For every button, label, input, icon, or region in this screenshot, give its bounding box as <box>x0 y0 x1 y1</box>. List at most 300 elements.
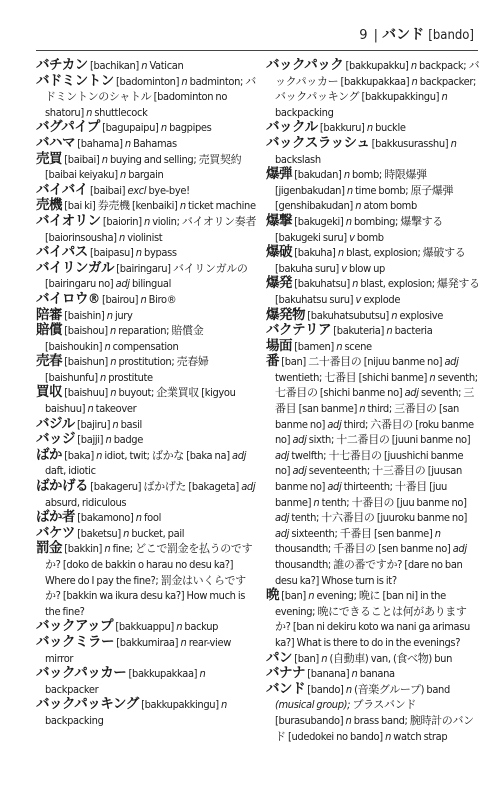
entry-romaji: [juu banme] <box>275 480 447 509</box>
entry-part-of-speech: n <box>359 402 366 416</box>
entry-part-of-speech: n <box>181 74 188 88</box>
entry-headword: 売機 <box>36 197 62 214</box>
entry-headword: 爆弾 <box>266 166 292 183</box>
entry-translation: atom bomb <box>363 199 417 213</box>
entry-headword: バジル <box>36 415 75 432</box>
entry-translation: Where do I pay the fine?; <box>45 573 159 587</box>
entry-translation: evening; <box>316 589 357 603</box>
entry-translation: sixth; <box>308 433 334 447</box>
entry-romaji: [sen banme no] <box>378 542 451 556</box>
entry-romaji: [baibai] <box>64 152 100 166</box>
entry-part-of-speech: n <box>450 136 457 150</box>
entry-romaji: [baiorin] <box>102 214 142 228</box>
entry-headword: バイリンガル <box>36 259 114 276</box>
entry-romaji: [kenbaiki] <box>132 199 178 213</box>
entry-translation: badminton; <box>189 74 243 88</box>
entry-part-of-speech: n <box>123 526 130 540</box>
entry-japanese: 爆破する <box>422 246 466 260</box>
entry-headword: 晩 <box>266 587 279 604</box>
entry-romaji: [juusan banme no] <box>275 464 462 494</box>
entry-romaji: [badominton] <box>116 74 180 88</box>
entry-headword: パン <box>266 649 292 666</box>
entry-romaji: [shichi banme] <box>358 370 428 384</box>
entry-part-of-speech: n <box>308 589 315 603</box>
entry-part-of-speech: n <box>411 74 418 88</box>
entry-headword: 賠償 <box>36 322 62 339</box>
dictionary-entry <box>266 354 480 588</box>
entry-romaji: [genshibakudan] <box>275 199 353 213</box>
entry-translation: band <box>426 682 450 696</box>
entry-part-of-speech: adj <box>444 355 459 369</box>
entry-romaji: [bakuha] <box>294 246 336 260</box>
dictionary-entry <box>266 58 480 120</box>
dictionary-entry <box>36 417 258 433</box>
entry-japanese: 賠償金 <box>171 324 204 338</box>
entry-romaji: [ban ni] <box>382 589 418 603</box>
entry-japanese: 券売機 <box>97 199 130 213</box>
entry-part-of-speech: n <box>351 667 358 681</box>
entry-translation: bun <box>434 651 453 665</box>
entry-romaji: [bakudan] <box>294 168 342 182</box>
entry-translation: Whose turn is it? <box>321 573 397 587</box>
header-romaji: [bando] <box>428 28 474 43</box>
entry-romaji: [baiorinsousha] <box>45 230 117 244</box>
entry-romaji: [ban ni dekiru koto wa nani ga arimasu ka?] <box>275 620 470 649</box>
entry-japanese: (食べ物) <box>392 651 432 665</box>
dictionary-entry <box>36 479 258 510</box>
entry-headword: バチカン <box>36 57 88 73</box>
entry-translation: prostitution; <box>118 355 175 369</box>
dictionary-entry <box>36 432 258 448</box>
entry-headword: 陪審 <box>36 306 62 323</box>
entry-translation: buyout; <box>118 386 154 400</box>
entry-japanese: 売買契約 <box>198 152 242 166</box>
entry-romaji: [shichi banme no] <box>319 386 403 400</box>
entry-romaji: [roku banme no] <box>275 417 474 447</box>
entry-japanese: 十二番目の <box>336 433 390 447</box>
entry-headword: バックパッカー <box>36 665 127 682</box>
entry-part-of-speech: n <box>391 308 398 322</box>
entry-part-of-speech: (musical group); <box>275 698 351 712</box>
entry-romaji: [baishin] <box>64 308 105 322</box>
entry-headword: ばか者 <box>36 509 75 526</box>
entry-part-of-speech: n <box>199 667 206 681</box>
entry-part-of-speech: v <box>341 261 347 275</box>
entry-translation: thirteenth; <box>343 480 393 494</box>
dictionary-entry <box>36 74 258 121</box>
entry-romaji: [bakugeki] <box>294 214 344 228</box>
entry-translation: backpacking <box>45 713 104 727</box>
entry-romaji: [bakkin] <box>64 542 103 556</box>
entry-part-of-speech: n <box>96 448 103 462</box>
entry-romaji: [ban] <box>281 355 306 369</box>
entry-part-of-speech: n <box>441 90 448 104</box>
entry-translation: idiot, twit; <box>104 448 150 462</box>
dictionary-entry <box>36 354 258 385</box>
entry-part-of-speech: n <box>101 152 108 166</box>
entry-translation: bargain <box>128 168 164 182</box>
entry-headword: バイパス <box>36 244 88 261</box>
entry-headword: バックル <box>266 119 318 136</box>
entry-translation: brass band; <box>353 713 408 727</box>
entry-romaji: [baishou] <box>64 324 108 338</box>
entry-part-of-speech: n <box>110 324 116 338</box>
entry-part-of-speech: n <box>313 495 320 509</box>
entry-part-of-speech: n <box>429 370 436 384</box>
entry-japanese: 十番目 <box>394 480 427 494</box>
entry-part-of-speech: n <box>355 199 362 213</box>
entry-japanese: 十番目の <box>351 495 395 509</box>
entry-headword: 番 <box>266 353 279 370</box>
entry-japanese: 原子爆弾 <box>410 183 454 197</box>
entry-translation: jury <box>114 308 133 322</box>
dictionary-entry <box>36 198 258 214</box>
entry-translation: backpack; <box>419 59 467 72</box>
entry-part-of-speech: n <box>135 246 142 260</box>
entry-romaji: [bakuhatsu] <box>294 277 350 291</box>
entry-part-of-speech: n <box>366 121 373 135</box>
entry-part-of-speech: n <box>180 635 187 649</box>
entry-part-of-speech: adj <box>404 386 419 400</box>
entry-romaji: [bajiru] <box>76 417 111 431</box>
entry-translation: bombing; <box>353 214 399 228</box>
entry-romaji: [san banme] <box>298 402 357 416</box>
entry-translation: fine; <box>112 542 133 556</box>
entry-romaji: [baishuu] <box>64 386 108 400</box>
entry-translation: in the evening; <box>275 589 446 618</box>
dictionary-entry <box>266 245 480 276</box>
dictionary-entry <box>36 245 258 261</box>
entry-part-of-speech: n <box>385 729 391 743</box>
dictionary-entry <box>36 635 258 666</box>
entry-part-of-speech: adj <box>292 433 307 447</box>
entry-translation: backpacking <box>275 105 334 119</box>
entry-translation: rear-view mirror <box>45 635 231 665</box>
entry-headword: バックミラー <box>36 633 114 650</box>
dictionary-entry <box>36 510 258 526</box>
entry-headword: バイロウ® <box>36 290 100 307</box>
entry-japanese: ばかな <box>151 448 184 462</box>
entry-translation: watch strap <box>393 729 448 743</box>
entry-translation: third; <box>367 402 392 416</box>
entry-romaji: [bakamono] <box>77 511 134 525</box>
dictionary-entry <box>36 120 258 136</box>
entry-romaji: [bakkuru] <box>319 121 365 135</box>
entry-translation: third; <box>343 417 368 431</box>
entry-translation: Biro® <box>148 292 177 306</box>
entry-part-of-speech: n <box>120 168 126 182</box>
entry-part-of-speech: n <box>141 59 148 72</box>
entry-romaji: [bai ki] <box>64 199 96 213</box>
entry-romaji: [san banme no] <box>275 402 459 431</box>
entry-translation: basil <box>120 417 142 431</box>
dictionary-entry <box>36 666 258 697</box>
dictionary-entry <box>36 183 258 199</box>
entry-japanese: バックパッカー <box>275 59 480 88</box>
entry-japanese: 十七番目の <box>328 448 382 462</box>
entry-translation: bilingual <box>131 277 172 291</box>
entry-part-of-speech: adj <box>115 277 130 291</box>
dictionary-entry <box>266 120 480 136</box>
entry-headword: バケツ <box>36 524 75 541</box>
entry-japanese: バイリンガルの <box>173 261 248 275</box>
dictionary-entry <box>266 136 480 167</box>
entry-romaji: [bakuha suru] <box>275 261 339 275</box>
entry-romaji: [baketsu] <box>77 526 121 540</box>
entry-headword: 場面 <box>266 337 292 354</box>
entry-part-of-speech: n <box>110 355 117 369</box>
entry-headword: バクテリア <box>266 322 331 339</box>
header-rule <box>36 50 478 51</box>
entry-romaji: [bakkupakkingu] <box>141 698 219 712</box>
entry-translation: absurd, ridiculous <box>45 495 127 509</box>
entry-romaji: [bakkupakku] <box>345 59 409 72</box>
entry-romaji: [burasubando] <box>275 713 344 727</box>
entry-translation: bagpipes <box>169 121 212 135</box>
entry-romaji: [bamen] <box>294 339 334 353</box>
entry-part-of-speech: n <box>336 339 343 353</box>
dictionary-entry <box>266 666 480 682</box>
entry-part-of-speech: n <box>346 183 353 197</box>
entry-part-of-speech: adj <box>275 448 290 462</box>
dictionary-entry <box>36 526 258 542</box>
entry-romaji: [bairou] <box>101 292 139 306</box>
entry-japanese: 六番目の <box>370 417 413 431</box>
entry-romaji: [bakkupakkaa] <box>340 74 410 88</box>
entry-japanese: 爆発する <box>437 277 480 291</box>
entry-headword: ばかげる <box>36 478 88 495</box>
entry-translation: backslash <box>275 152 321 166</box>
entry-headword: バッジ <box>36 431 75 448</box>
entry-translation: violin; <box>152 214 180 228</box>
entry-part-of-speech: excl <box>127 183 147 197</box>
entry-romaji: [doko de bakkin o harau no desu ka?] <box>62 558 234 571</box>
entry-romaji: [dare no ban desu ka?] <box>275 558 463 587</box>
entry-romaji: [bagupaipu] <box>102 121 159 135</box>
entry-romaji: [bakkupakkaa] <box>128 667 198 681</box>
dictionary-entry <box>36 214 258 245</box>
entry-japanese: バドミントンのシャトル <box>45 74 256 104</box>
entry-headword: 爆破 <box>266 244 292 261</box>
entry-part-of-speech: n <box>221 698 227 712</box>
entry-translation: ticket machine <box>188 199 256 213</box>
entry-romaji: [bachikan] <box>90 59 139 72</box>
entry-romaji: [baka na] <box>186 448 230 462</box>
entry-japanese: 十六番目の <box>321 511 375 525</box>
entry-part-of-speech: adj <box>327 480 342 494</box>
entry-headword: 爆発 <box>266 275 292 292</box>
running-header <box>359 24 474 44</box>
entry-romaji: [banana] <box>307 667 350 681</box>
dictionary-entry <box>36 323 258 354</box>
entry-headword: バンド <box>266 680 305 697</box>
entry-headword: 買収 <box>36 384 62 401</box>
entry-translation: seventh; <box>437 370 478 384</box>
entry-headword: バグパイプ <box>36 119 100 136</box>
entry-japanese: 企業買収 <box>156 386 199 400</box>
entry-translation: blast, explosion; <box>346 246 421 260</box>
entry-japanese: どこで罰金を払うのですか? <box>45 542 253 571</box>
entry-part-of-speech: v <box>349 230 355 244</box>
entry-romaji: [bairingaru no] <box>45 277 114 291</box>
entry-japanese: (音楽グループ) <box>354 682 425 696</box>
entry-translation: seventh; <box>420 386 462 400</box>
entry-romaji: [bakageru] <box>90 480 142 494</box>
dictionary-entry <box>266 214 480 245</box>
entry-translation: badge <box>113 433 143 447</box>
entry-translation: blow up <box>349 261 385 275</box>
entry-part-of-speech: n <box>100 370 106 384</box>
entry-translation: bypass <box>144 246 177 260</box>
entry-romaji: [sen banme] <box>374 526 433 540</box>
entry-translation: backup <box>184 620 219 634</box>
entry-part-of-speech: n <box>140 292 147 306</box>
entry-headword: バドミントン <box>36 72 114 89</box>
entry-translation: prostitute <box>108 370 153 384</box>
entry-part-of-speech: adj <box>232 448 247 462</box>
entry-japanese: (自動車) <box>329 651 369 665</box>
entry-headword: 売買 <box>36 150 62 167</box>
entry-japanese: バックパッキング <box>275 90 360 104</box>
entry-headword: 爆発物 <box>266 306 305 323</box>
entry-translation: twelfth; <box>291 448 327 462</box>
entry-translation: blast, explosion; <box>360 277 435 291</box>
dictionary-entry <box>36 448 258 479</box>
entry-part-of-speech: n <box>386 324 393 338</box>
entry-romaji: [baka] <box>64 448 94 462</box>
entry-romaji: [baishun] <box>64 355 108 369</box>
entry-japanese: 誰の番ですか? <box>333 558 403 571</box>
entry-romaji: [baishunfu] <box>45 370 98 384</box>
dictionary-entry <box>36 58 258 74</box>
entry-part-of-speech: n <box>119 230 125 244</box>
entry-headword: 爆撃 <box>266 212 292 229</box>
entry-japanese: 爆撃する <box>400 214 443 228</box>
entry-translation: time bomb; <box>355 183 409 197</box>
dictionary-entry <box>36 308 258 324</box>
entry-translation: daft, idiotic <box>45 464 96 478</box>
entry-part-of-speech: adj <box>292 464 307 478</box>
entry-romaji: [juuroku banme no] <box>376 511 468 525</box>
entry-japanese: 千番目 <box>339 526 372 540</box>
entry-translation: tenth; <box>321 495 350 509</box>
entry-part-of-speech: n <box>110 386 117 400</box>
entry-romaji: [bakkusurasshu] <box>371 136 449 150</box>
entry-translation: buckle <box>375 121 406 135</box>
entry-romaji: [baibai] <box>90 183 126 197</box>
entry-translation: Vatican <box>149 59 184 72</box>
entry-romaji: [bakageta] <box>188 480 239 494</box>
entry-part-of-speech: adj <box>452 542 467 556</box>
entry-translation: buying and selling; <box>109 152 197 166</box>
dictionary-entry <box>36 385 258 416</box>
entry-headword: バイバイ <box>36 181 88 198</box>
entry-part-of-speech: adj <box>327 417 342 431</box>
entry-part-of-speech: n <box>105 433 112 447</box>
entry-japanese: ばかげた <box>143 480 187 494</box>
entry-headword: バナナ <box>266 665 305 682</box>
entry-translation: bomb; <box>352 168 382 182</box>
entry-headword: バックスラッシュ <box>266 134 370 151</box>
entry-headword: バイオリン <box>36 212 101 229</box>
entry-translation: compensation <box>112 339 179 353</box>
entry-japanese: 七番目の <box>275 386 318 400</box>
entry-translation: fool <box>144 511 161 525</box>
entry-part-of-speech: n <box>434 526 441 540</box>
entry-translation: bye-bye! <box>148 183 190 197</box>
dictionary-entry <box>266 276 480 307</box>
entry-romaji: [bakkuappu] <box>115 620 174 634</box>
dictionary-entry <box>36 541 258 619</box>
entry-romaji: [bakkumiraa] <box>116 635 179 649</box>
entry-translation: banana <box>359 667 395 681</box>
entry-part-of-speech: n <box>345 214 352 228</box>
dictionary-entry <box>266 323 480 339</box>
entry-translation: scene <box>344 339 372 353</box>
entry-translation: explode <box>363 292 401 306</box>
entry-part-of-speech: n <box>87 402 94 416</box>
entry-part-of-speech: n <box>343 168 350 182</box>
entry-romaji: [jigenbakudan] <box>275 183 345 197</box>
entry-romaji: [bakkin wa ikura desu ka?] <box>62 589 185 603</box>
dictionary-entry <box>36 697 258 728</box>
entry-translation: violinist <box>127 230 163 244</box>
entry-translation: van, <box>370 651 391 665</box>
entry-japanese: 十三番目の <box>372 464 426 478</box>
entry-japanese: 腕時計のバンド <box>275 713 474 743</box>
entry-translation: reparation; <box>118 324 170 338</box>
entry-headword: 罰金 <box>36 540 62 557</box>
right-column <box>266 58 480 744</box>
entry-translation: backpacker <box>45 682 99 696</box>
entry-headword: バックパック <box>266 57 344 73</box>
entry-romaji: [badominton no shatoru] <box>45 90 228 119</box>
entry-part-of-speech: n <box>176 620 183 634</box>
header-separator: | <box>373 28 378 43</box>
entry-translation: What is there to do in the evenings? <box>296 635 461 649</box>
entry-japanese: 晩に <box>358 589 381 603</box>
entry-part-of-speech: n <box>135 511 142 525</box>
entry-romaji: [bando] <box>307 682 344 696</box>
entry-japanese: ブラスバンド <box>352 698 417 712</box>
entry-part-of-speech: n <box>321 651 328 665</box>
entry-headword: ばか <box>36 446 62 463</box>
entry-romaji: [bakuhatsu suru] <box>275 292 354 306</box>
entry-translation: thousandth; <box>275 542 331 556</box>
entry-translation: shuttlecock <box>94 105 148 119</box>
entry-part-of-speech: n <box>106 308 113 322</box>
entry-part-of-speech: adj <box>275 526 290 540</box>
entry-japanese: 時限爆弾 <box>384 168 427 182</box>
entry-headword: バックパッキング <box>36 696 139 713</box>
entry-romaji: [bakuteria] <box>333 324 385 338</box>
entry-romaji: [udedokei no bando] <box>287 729 383 743</box>
entry-translation: sixteenth; <box>291 526 338 540</box>
entry-part-of-speech: adj <box>241 480 256 494</box>
entry-japanese: 二十番目の <box>308 355 362 369</box>
dictionary-entry <box>266 339 480 355</box>
entry-translation: bomb <box>356 230 384 244</box>
entry-romaji: [juuni banme no] <box>391 433 471 447</box>
left-column <box>36 58 258 729</box>
entry-translation: explosive <box>399 308 444 322</box>
dictionary-entry <box>266 682 480 744</box>
entry-japanese: 七番目 <box>324 370 357 384</box>
entry-japanese: 売春婦 <box>176 355 209 369</box>
entry-translation: tenth; <box>291 511 319 525</box>
dictionary-entry <box>36 292 258 308</box>
entry-part-of-speech: n <box>337 246 344 260</box>
